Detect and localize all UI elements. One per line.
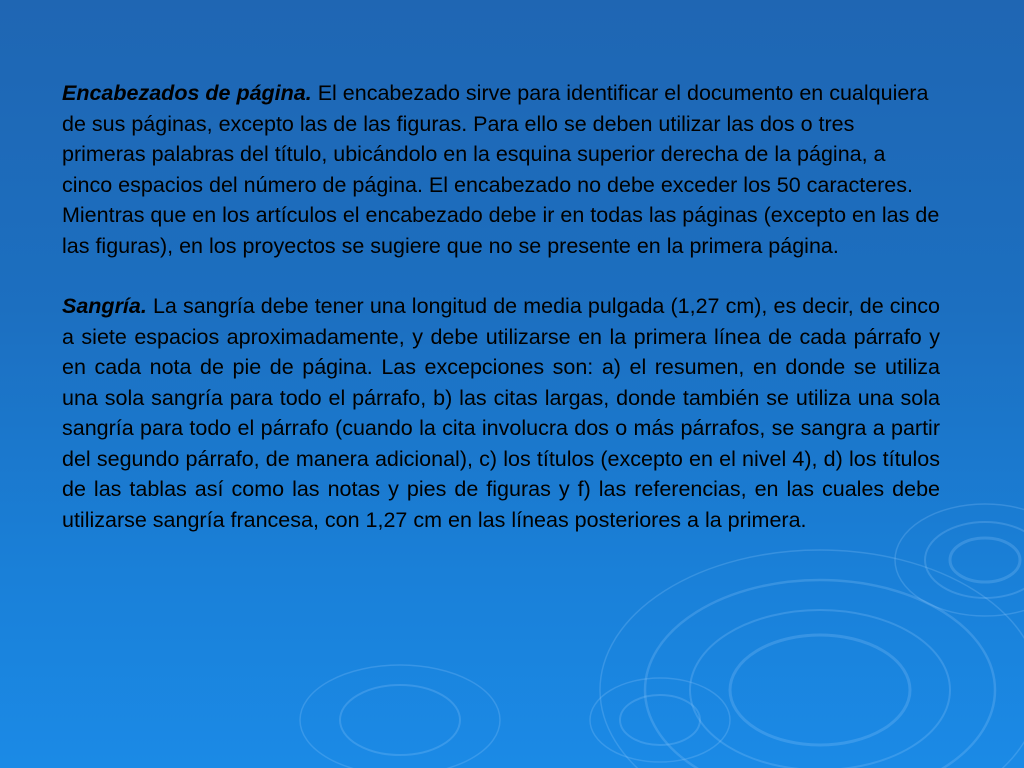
paragraph-page-headers [62, 78, 940, 261]
paragraph-indentation-text: La sangría debe tener una longitud de media pulgada (1,27 cm), es decir, de cinco a siete espacios aproximadamente, y debe utilizarse en la primera línea de cada párrafo y en cada nota de pie de página. Las excepciones son: a) el resumen, en donde se utiliza una sola sangría para todo el párrafo, b) las citas largas, donde también se utiliza una sola sangría para todo el párrafo (cuando la cita involucra dos o más párrafos, se sangra a partir del segundo párrafo, de manera adicional), c) los títulos (excepto en el nivel 4), d) los títulos de las tablas así como las notas y pies de figuras y f) las referencias, en las cuales debe utilizarse sangría francesa, con 1,27 cm en las líneas posteriores a la primera. [62, 294, 940, 532]
term-page-headers: Encabezados de página [62, 81, 306, 105]
paragraph-indentation [62, 291, 940, 535]
term-period: . [305, 81, 312, 105]
slide-content [62, 78, 940, 535]
term-indentation: Sangría [62, 294, 141, 318]
term-period: . [140, 294, 147, 318]
paragraph-page-headers-text: El encabezado sirve para identificar el documento en cualquiera de sus páginas, excepto las de las figuras. Para ello se deben utilizar las dos o tres primeras palabras del título, ubicándolo en la esquina superior derecha de la página, a cinco espacios del número de página. El encabezado no debe exceder los 50 caracteres. Mientras que en los artículos el encabezado debe ir en todas las páginas (excepto en las de las figuras), en los proyectos se sugiere que no se presente en la primera página. [62, 81, 940, 258]
